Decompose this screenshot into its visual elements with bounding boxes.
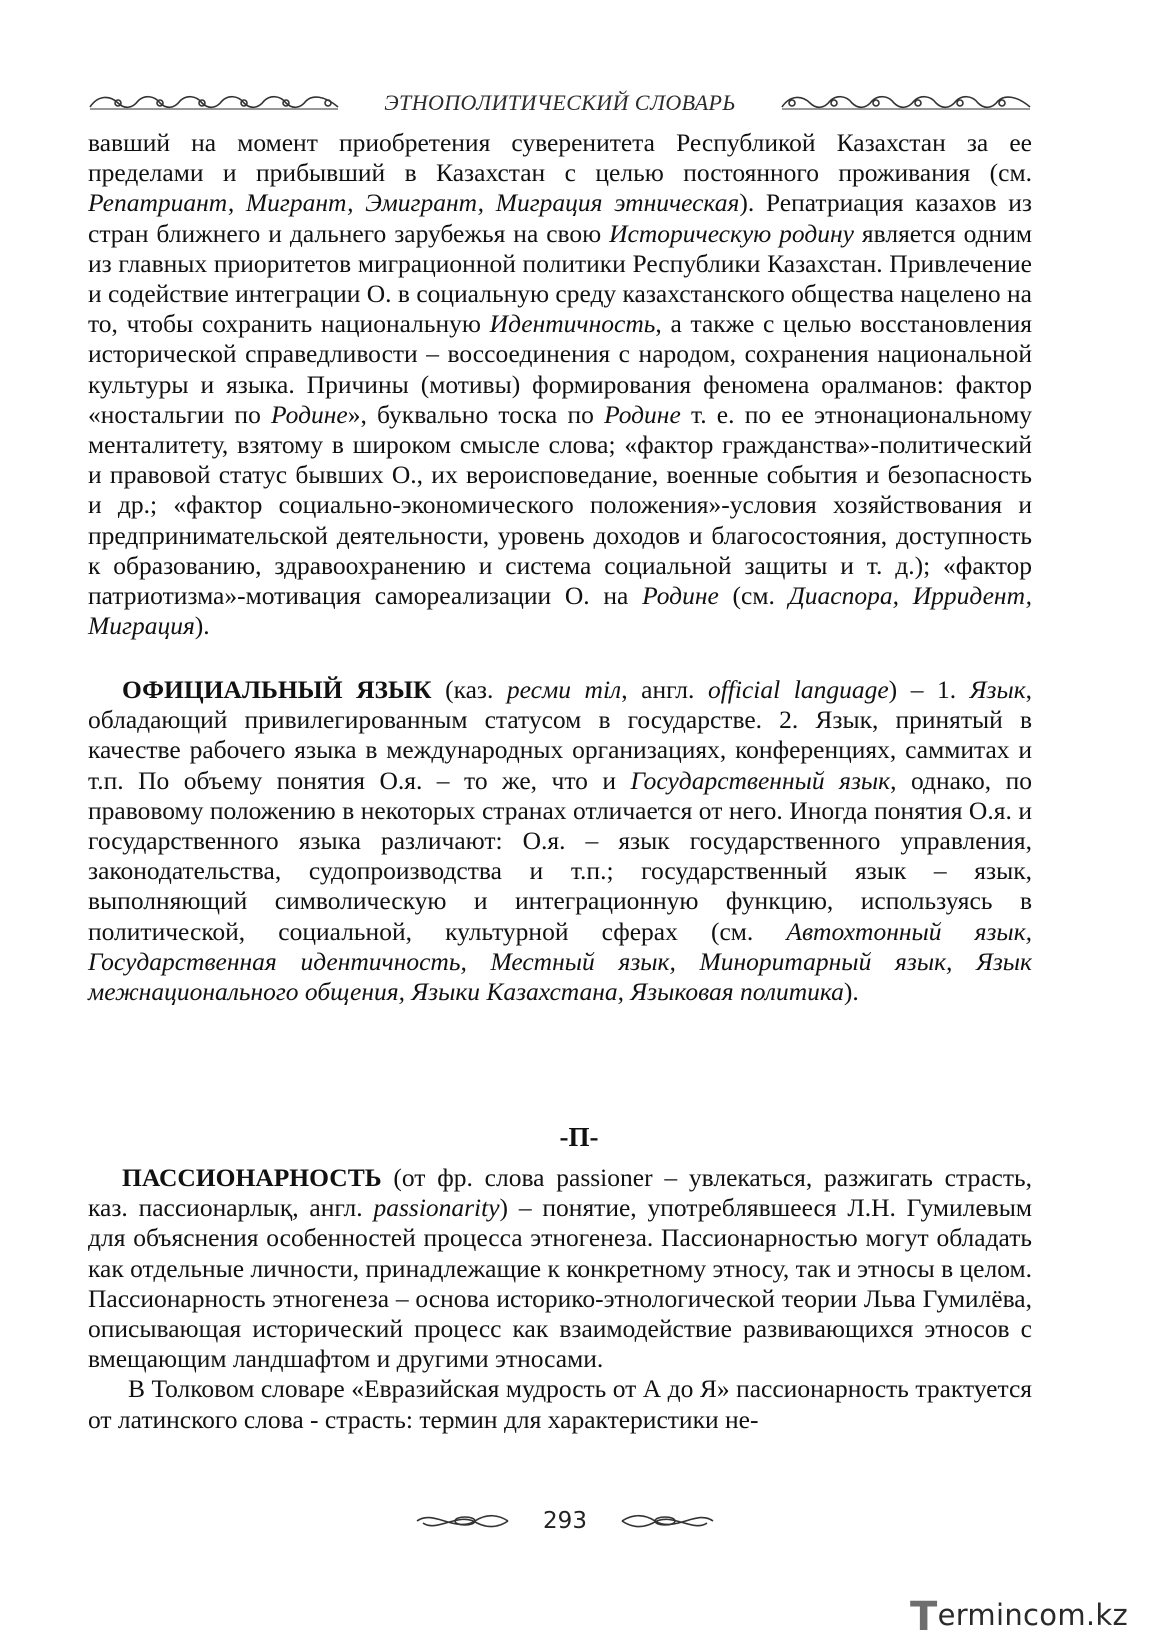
- entry-official-language: [88, 675, 1032, 1007]
- watermark-tail: m.kz: [1057, 1598, 1128, 1632]
- italic-reference: Автохтонный язык, Государственная идентичность, Местный язык, Миноритарный язык, Язык межнационального общения, Языки Казахстана, Языковая политика: [88, 916, 1032, 1007]
- italic-reference: Родине: [642, 581, 719, 611]
- flourish-right: [620, 1507, 715, 1535]
- italic-reference: Диаспора, Ирридент, Миграция: [88, 581, 1032, 641]
- text-run: , однако, по правовому положению в некоторых странах отличается от него. Иногда понятия О.я. и государственного языка различают: О.я. – язык государственного управления, законодательства, судопроизводства и т.п.; государственный язык – язык, выполняющий символическую и интеграционную функцию, используясь в политической, социальной, культурной сферах (см.: [88, 765, 1032, 946]
- italic-reference: Государственный язык: [630, 765, 891, 795]
- text-run: ). Репатриация казахов из стран ближнего и дальнего зарубежья на свою: [88, 188, 1033, 248]
- watermark-text: erminc: [937, 1598, 1040, 1632]
- text-run: (см.: [718, 581, 789, 611]
- text-run: В Толковом словаре «Евразийская мудрость от А до Я» пассионарность трактуется от латинского слова - страсть: термин для характеристики не-: [88, 1374, 1032, 1434]
- entry-passionarity: [88, 1163, 1032, 1435]
- flourish-left: [415, 1507, 510, 1535]
- italic-reference: passionarity: [373, 1193, 500, 1223]
- passionarity-paragraph: [88, 1163, 1032, 1374]
- italic-reference: official language: [707, 675, 889, 704]
- italic-reference: Язык: [969, 675, 1026, 704]
- text-run: ) – 1.: [888, 675, 970, 704]
- section-letter-heading: -П-: [559, 1122, 599, 1152]
- passionarity-paragraph-2: [88, 1374, 1032, 1434]
- page-footer: [415, 1503, 715, 1539]
- headword: ОФИЦИАЛЬНЫЙ ЯЗЫК: [122, 675, 432, 704]
- text-run: т. е. по ее этнонациональному менталитету, взятому в широком смысле слова; «фактор гражданства»-политический и правовой статус бывших О., их вероисповедание, военные события и безопасность и др.; «фактор социально-экономического положения»-условия хозяйствования и предпринимательской деятельности, уровень доходов и благосостояния, доступность к образованию, здравоохранению и система социальной защиты и т. д.); «фактор патриотизма»-мотивация самореализации О. на: [88, 399, 1032, 611]
- text-run: (каз.: [431, 675, 507, 704]
- italic-reference: Репатриант, Мигрант, Эмигрант, Миграция этническая: [88, 188, 740, 218]
- text-run: ).: [194, 611, 210, 641]
- text-run: вавший на момент приобретения суверенитета Республикой Казахстан за ее пределами и прибывший в Казахстан с целью постоянного проживания (см.: [88, 128, 1032, 188]
- ornament-left: [88, 91, 340, 115]
- ornament-right: [780, 91, 1032, 115]
- header-title: ЭТНОПОЛИТИЧЕСКИЙ СЛОВАРЬ: [384, 90, 736, 115]
- italic-reference: Историческую родину: [609, 218, 854, 248]
- entry-continuation: [88, 128, 1032, 641]
- text-run: , обладающий привилегированным статусом в государстве. 2. Язык, принятый в качестве рабочего языка в международных организациях, конференциях, саммитах и т.п. По объему понятия О.я. – то же, что и: [88, 675, 1033, 795]
- official-language-paragraph: [88, 675, 1032, 1007]
- text-run: является одним из главных приоритетов миграционной политики Республики Казахстан. Привлечение и содействие интеграции О. в социальную среду казахстанского общества нацелено на то, чтобы сохранить национальную: [88, 218, 1032, 339]
- text-run: , а также с целью восстановления исторической справедливости – воссоединения с народом, сохранения национальной культуры и языка. Причины (мотивы) формирования феномена оралманов: фактор «ностальгии по: [88, 309, 1032, 429]
- italic-reference: Идентичность: [489, 309, 656, 339]
- headword: ПАССИОНАРНОСТЬ: [122, 1163, 382, 1192]
- italic-reference: ресми тіл: [506, 675, 622, 704]
- watermark-t-letter: T: [909, 1594, 938, 1640]
- text-run: », буквально тоска по: [347, 399, 605, 429]
- text-run: (от фр. слова passioner – увлекаться, разжигать страсть, каз. пассионарлық, англ.: [88, 1163, 1032, 1223]
- page-number: 293: [543, 1508, 587, 1534]
- continuation-paragraph: [88, 128, 1032, 641]
- text-run: , англ.: [621, 675, 708, 704]
- watermark-logo: [910, 1594, 1128, 1640]
- page-header: [88, 86, 1032, 120]
- watermark-o-letter: o: [1039, 1598, 1058, 1632]
- italic-reference: Родине: [604, 399, 681, 429]
- italic-reference: Родине: [271, 399, 348, 429]
- text-run: ).: [843, 977, 859, 1007]
- text-run: ) – понятие, употреблявшееся Л.Н. Гумилевым для объяснения особенностей процесса этногенеза. Пассионарностью могут обладать как отдельные личности, принадлежащие к конкретному этносу, так и этносы в целом. Пассионарность этногенеза – основа историко-этнологической теории Льва Гумилёва, описывающая исторический процесс как взаимодействие развивающихся этносов с вмещающим ландшафтом и другими этносами.: [88, 1193, 1032, 1374]
